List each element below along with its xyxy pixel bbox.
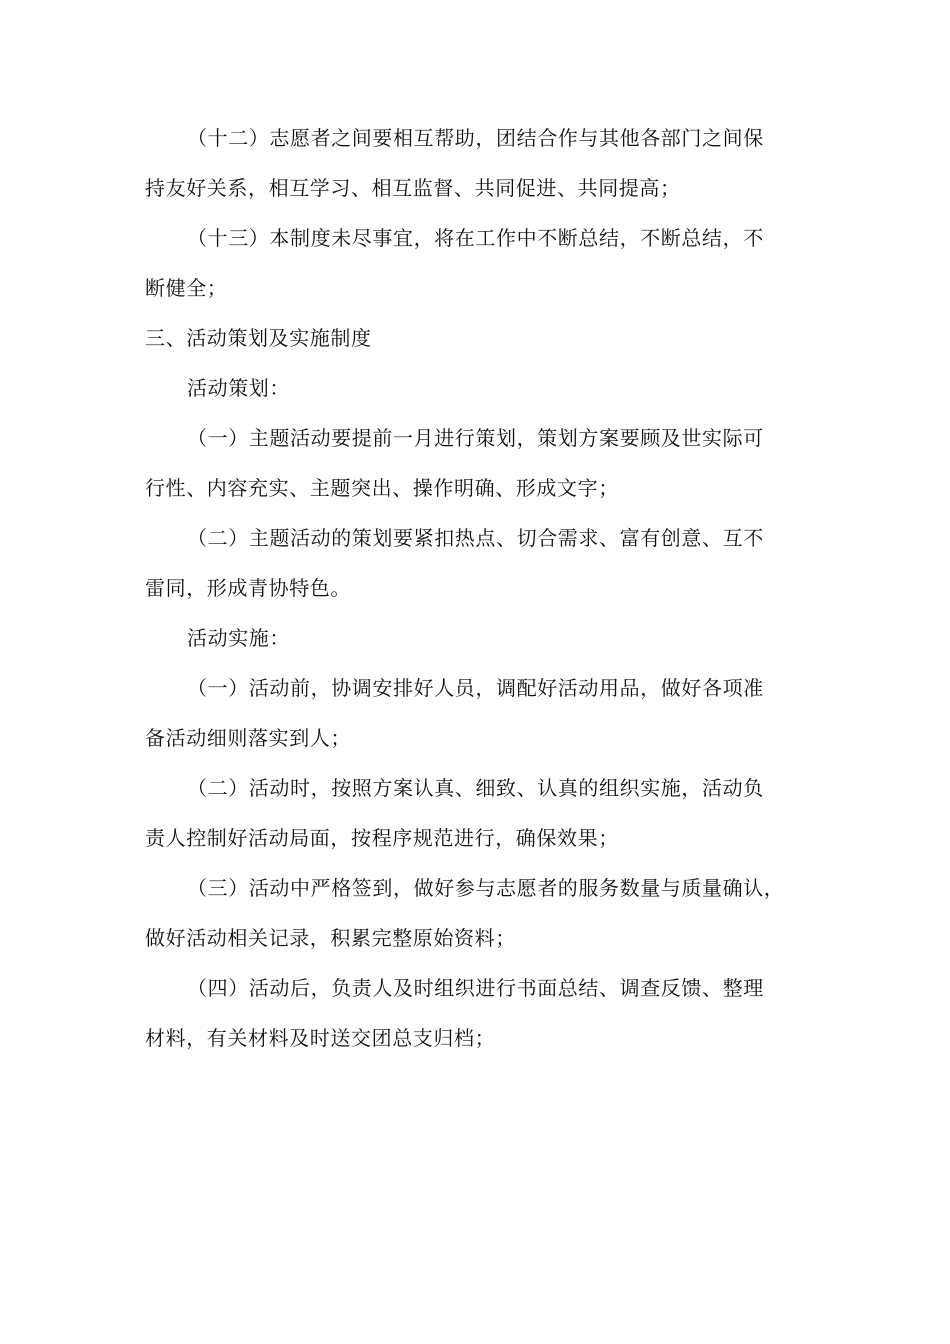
text-line: （二）活动时，按照方案认真、细致、认真的组织实施，活动负 [187, 776, 764, 800]
text-line: （一）活动前，协调安排好人员，调配好活动用品，做好各项准 [187, 676, 764, 700]
text-line: 断健全； [145, 276, 228, 300]
text-line: （四）活动后，负责人及时组织进行书面总结、调查反馈、整理 [187, 976, 764, 1000]
paragraph-implementation-1 [145, 663, 805, 763]
text-line: 责人控制好活动局面，按程序规范进行，确保效果； [145, 826, 619, 850]
paragraph-implementation-3 [145, 863, 805, 963]
heading-line: 三、活动策划及实施制度 [145, 326, 372, 350]
text-line: 做好活动相关记录，积累完整原始资料； [145, 926, 516, 950]
text-line: 材料，有关材料及时送交团总支归档； [145, 1026, 496, 1050]
text-line: 雷同，形成青协特色。 [145, 576, 351, 600]
paragraph-implementation-4 [145, 963, 805, 1063]
subheading-line: 活动策划： [187, 376, 290, 400]
paragraph-planning-1 [145, 413, 805, 513]
text-line: 备活动细则落实到人； [145, 726, 351, 750]
document-body [145, 113, 805, 1063]
text-line: 行性、内容充实、主题突出、操作明确、形成文字； [145, 476, 619, 500]
paragraph-item-13 [145, 213, 805, 313]
paragraph-item-12 [145, 113, 805, 213]
text-line: （一）主题活动要提前一月进行策划，策划方案要顾及世实际可 [187, 426, 764, 450]
subheading-implementation [145, 613, 805, 663]
text-line: （十三）本制度未尽事宜，将在工作中不断总结，不断总结，不 [187, 226, 764, 250]
paragraph-planning-2 [145, 513, 805, 613]
paragraph-implementation-2 [145, 763, 805, 863]
text-line: （二）主题活动的策划要紧扣热点、切合需求、富有创意、互不 [187, 526, 764, 550]
text-line: （三）活动中严格签到，做好参与志愿者的服务数量与质量确认， [187, 876, 785, 900]
section-heading [145, 313, 805, 363]
text-line: （十二）志愿者之间要相互帮助，团结合作与其他各部门之间保 [187, 126, 764, 150]
text-line: 持友好关系，相互学习、相互监督、共同促进、共同提高； [145, 176, 681, 200]
subheading-line: 活动实施： [187, 626, 290, 650]
subheading-planning [145, 363, 805, 413]
